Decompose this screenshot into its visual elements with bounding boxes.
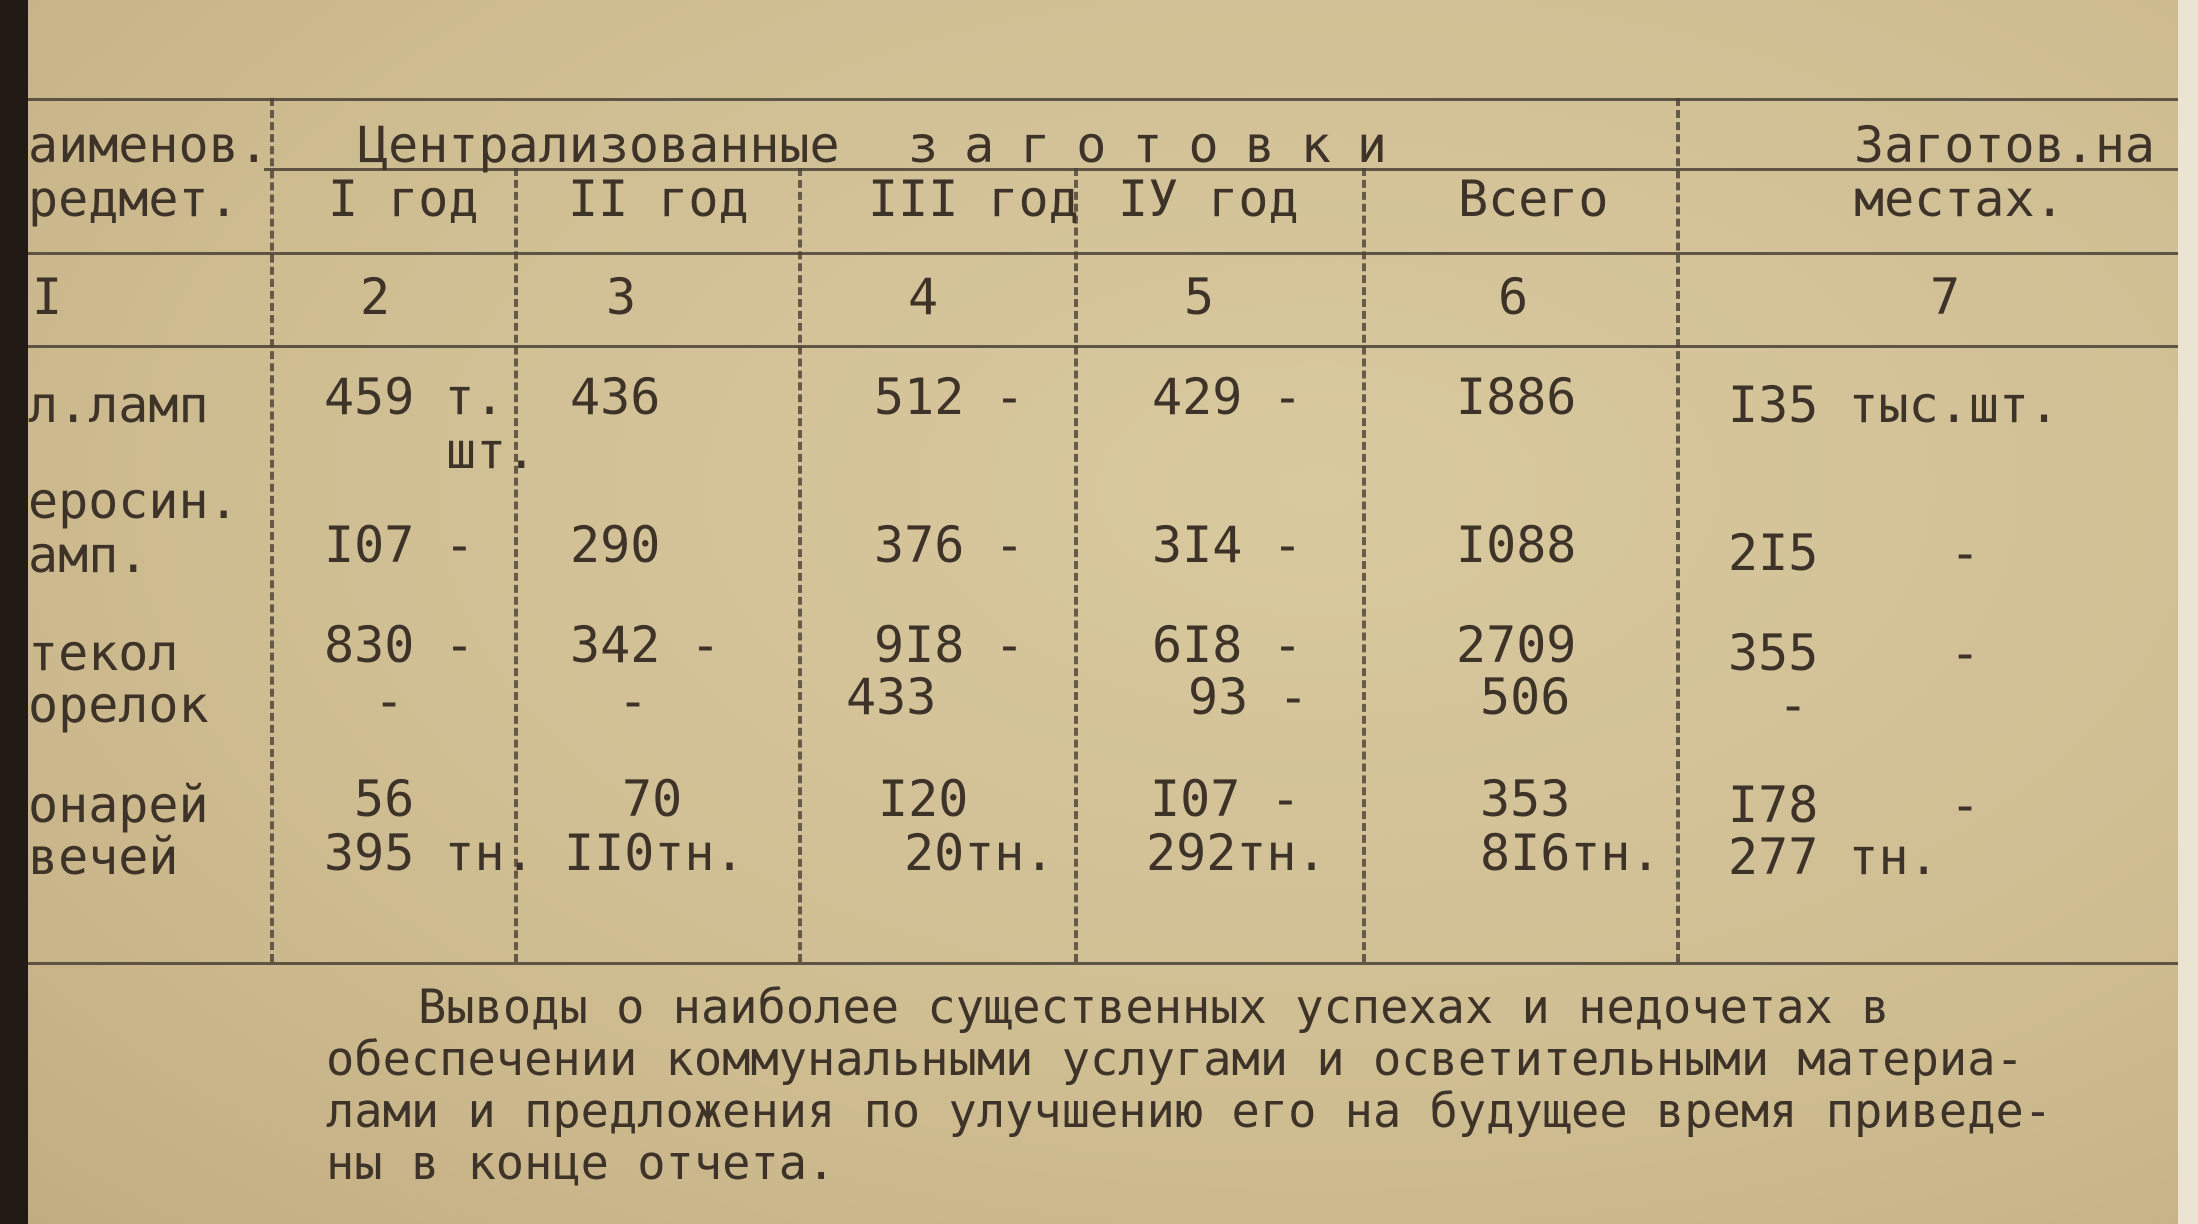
row3-year2: 342 - [570, 616, 721, 674]
row3-local-dash: - [1950, 624, 1981, 682]
col-number-6: 6 [1498, 268, 1529, 326]
header-name-line1: аименов. [28, 116, 269, 174]
row4-total: 353 [1480, 770, 1571, 828]
row2-year2: 290 [570, 516, 661, 574]
row3-year4: 6I8 - [1152, 616, 1303, 674]
row4-name-line1: онарей [28, 776, 209, 834]
header-total: Всего [1458, 170, 1609, 228]
row1-year4: 429 - [1152, 368, 1303, 426]
header-bottom-rule [28, 252, 2178, 255]
row3-year2-b: - [618, 672, 649, 730]
col-number-5: 5 [1184, 268, 1215, 326]
row3-year4-b: 93 - [1188, 668, 1309, 726]
row1-year1: 459 т. [324, 368, 505, 426]
row4-year3: I20 [878, 770, 969, 828]
row3-name-line1: текол [28, 624, 179, 682]
row3-year3-b: 433 [846, 668, 937, 726]
row1-total: I886 [1456, 368, 1577, 426]
col-number-1: I [32, 268, 63, 326]
row3-local: 355 [1728, 624, 1819, 682]
row4-name-line2: вечей [28, 828, 179, 886]
row1-year2: 436 [570, 368, 661, 426]
row3-year1: 830 - [324, 616, 475, 674]
col-numbers-bottom-rule [28, 345, 2178, 348]
row4-local-dash: - [1950, 776, 1981, 834]
col-number-4: 4 [908, 268, 939, 326]
row4-year4-b: 292тн. [1146, 824, 1327, 882]
header-local-line2: местах. [1854, 170, 2065, 228]
row2-year1: I07 - [324, 516, 475, 574]
row4-year2: 70 [622, 770, 683, 828]
row4-year3-b: 20тн. [904, 824, 1055, 882]
conclusion-line-3: лами и предложения по улучшению его на будущее время приведе- [326, 1084, 2053, 1139]
row2-name-line1: еросин. [28, 472, 239, 530]
row3-name-line2: орелок [28, 676, 209, 734]
table-top-rule [28, 98, 2178, 101]
col-divider-4 [1074, 168, 1078, 962]
row2-name-line2: амп. [28, 526, 149, 584]
row2-year3: 376 - [874, 516, 1025, 574]
row4-total-b: 8I6тн. [1480, 824, 1661, 882]
row3-year1-b: - [374, 672, 405, 730]
header-name-line2: редмет. [28, 170, 239, 228]
row1-year1-unit: шт. [446, 422, 537, 480]
row2-total: I088 [1456, 516, 1577, 574]
col-number-2: 2 [360, 268, 391, 326]
header-centralized: Централизованные [358, 116, 840, 174]
row3-total: 2709 [1456, 616, 1577, 674]
header-year-4: IУ год [1118, 170, 1299, 228]
conclusion-line-2: обеспечении коммунальными услугами и осветительными материа- [326, 1032, 2024, 1087]
row1-name: л.ламп [28, 376, 209, 434]
header-year-2: II год [568, 170, 749, 228]
col-divider-3 [798, 168, 802, 962]
header-year-1: I год [328, 170, 479, 228]
document-binding-edge [0, 0, 28, 1224]
row4-local: I78 [1728, 776, 1819, 834]
row2-year4: 3I4 - [1152, 516, 1303, 574]
row1-year3: 512 - [874, 368, 1025, 426]
conclusion-line-4: ны в конце отчета. [326, 1136, 836, 1191]
header-year-3: III год [868, 170, 1079, 228]
page-right-margin [2178, 0, 2198, 1224]
table-bottom-rule [28, 962, 2178, 965]
conclusion-line-1: Выводы о наиболее существенных успехах и недочетах в [418, 980, 1890, 1035]
row1-local: I35 тыс.шт. [1728, 376, 2060, 434]
row3-total-b: 506 [1480, 668, 1571, 726]
row2-local: 2I5 [1728, 524, 1819, 582]
col-number-3: 3 [606, 268, 637, 326]
header-zagotovki: заготовки [908, 116, 1413, 174]
row2-local-dash: - [1950, 524, 1981, 582]
row3-year3: 9I8 - [874, 616, 1025, 674]
row4-year1-b: 395 тн. [324, 824, 535, 882]
row4-year2-b: II0тн. [564, 824, 745, 882]
col-divider-6 [1676, 98, 1680, 962]
row4-year4: I07 - [1150, 770, 1301, 828]
col-number-7: 7 [1930, 268, 1961, 326]
row4-year1: 56 [354, 770, 415, 828]
row4-local-b: 277 тн. [1728, 828, 1939, 886]
typewritten-page [28, 0, 2178, 1224]
col-divider-1 [270, 98, 274, 962]
row3-local-b: - [1778, 676, 1809, 734]
header-local-line1: Заготов.на [1854, 116, 2156, 174]
col-divider-5 [1362, 168, 1366, 962]
